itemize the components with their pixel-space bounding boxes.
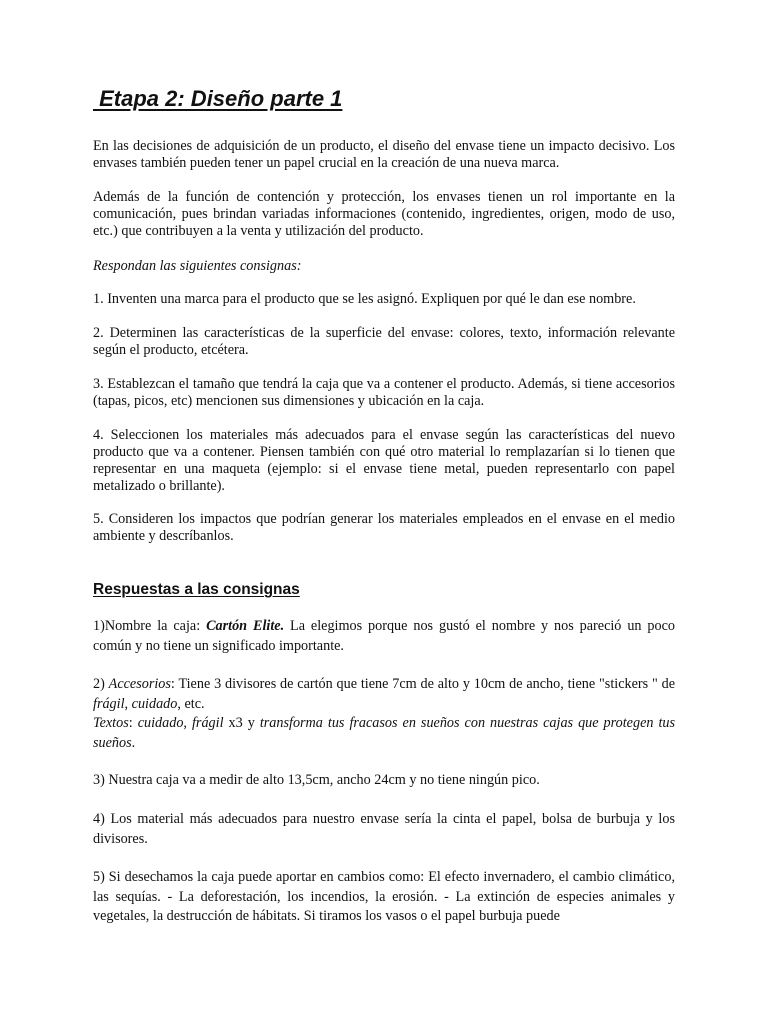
texto-fragil: frágil [191,715,224,731]
respuesta-2 [93,675,675,753]
separator: , [183,715,192,731]
consigna-item-4: 4. Seleccionen los materiales más adecuados para el envase según las características del nuevo producto que va a contener. Piensen también con qué otro material lo remplazarían si lo tienen que representar en una maqueta (ejemplo: si el envase tiene metal, pueden representarlo con papel metalizado o brillante). [93,427,675,494]
respuesta-3: 3) Nuestra caja va a medir de alto 13,5cm, ancho 24cm y no tiene ningún pico. [93,772,540,788]
accesorios-label: Accesorios [108,676,171,692]
intro-paragraph-1: En las decisiones de adquisición de un producto, el diseño del envase tiene un impacto decisivo. Los envases también pueden tener un papel crucial en la creación de una nueva marca. [93,138,675,171]
respuesta-1-text: La elegimos porque nos gustó el nombre y nos pareció un poco común y no tiene un significado importante. [93,618,675,654]
accesorios-text: : Tiene 3 divisores de cartón que tiene 7cm de alto y 10cm de ancho, tiene "stickers " de [170,676,675,692]
respuesta-2-prefix: 2) [93,676,109,692]
consigna-item-3: 3. Establezcan el tamaño que tendrá la caja que va a contener el producto. Además, si tiene accesorios (tapas, picos, etc) mencionen sus dimensiones y ubicación en la caja. [93,376,675,409]
texto-cuidado: cuidado [137,715,184,731]
sticker-cuidado: cuidado [131,695,178,712]
consigna-item-2: 2. Determinen las características de la superficie del envase: colores, texto, información relevante según el producto, etcétera. [93,325,675,358]
respuesta-1-prefix: 1)Nombre la caja: [93,618,207,634]
separator: , [124,695,132,712]
page-title: Etapa 2: Diseño parte 1 [93,86,343,111]
intro-paragraph-2: Además de la función de contención y protección, los envases tienen un rol importante en la comunicación, pues brindan variadas informaciones (contenido, ingredientes, origen, modo de uso, etc.) que contribuyen a la venta y utilización del producto. [93,189,675,239]
respuesta-5: 5) Si desechamos la caja puede aportar en cambios como: El efecto invernadero, el cambio climático, las sequías. - La deforestación, los incendios, la erosión. - La extinción de especies animales y vegetales, la destrucción de hábitats. Si tiramos los vasos o el papel burbuja puede [93,869,675,924]
textos-x3: x3 y [223,715,260,731]
brand-name: Cartón Elite. [206,618,285,634]
slogan: transforma tus fracasos en sueños con nuestras cajas que protegen tus sueños [93,715,676,751]
respuestas-heading: Respuestas a las consignas [93,581,300,598]
respuesta-4: 4) Los material más adecuados para nuestro envase sería la cinta el papel, bolsa de burbuja y los divisores. [93,811,675,847]
etc-text: , etc. [177,695,205,712]
consignas-heading: Respondan las siguientes consignas: [93,258,302,274]
consigna-item-5: 5. Consideren los impactos que podrían generar los materiales empleados en el envase en el medio ambiente y descríbanlos. [93,511,675,544]
consigna-item-1: 1. Inventen una marca para el producto que se les asignó. Expliquen por qué le dan ese nombre. [93,291,636,307]
respuesta-1 [93,617,675,656]
sticker-fragil: frágil [93,695,125,712]
period: . [131,734,136,751]
textos-label: Textos [93,715,129,731]
separator: : [128,715,138,731]
